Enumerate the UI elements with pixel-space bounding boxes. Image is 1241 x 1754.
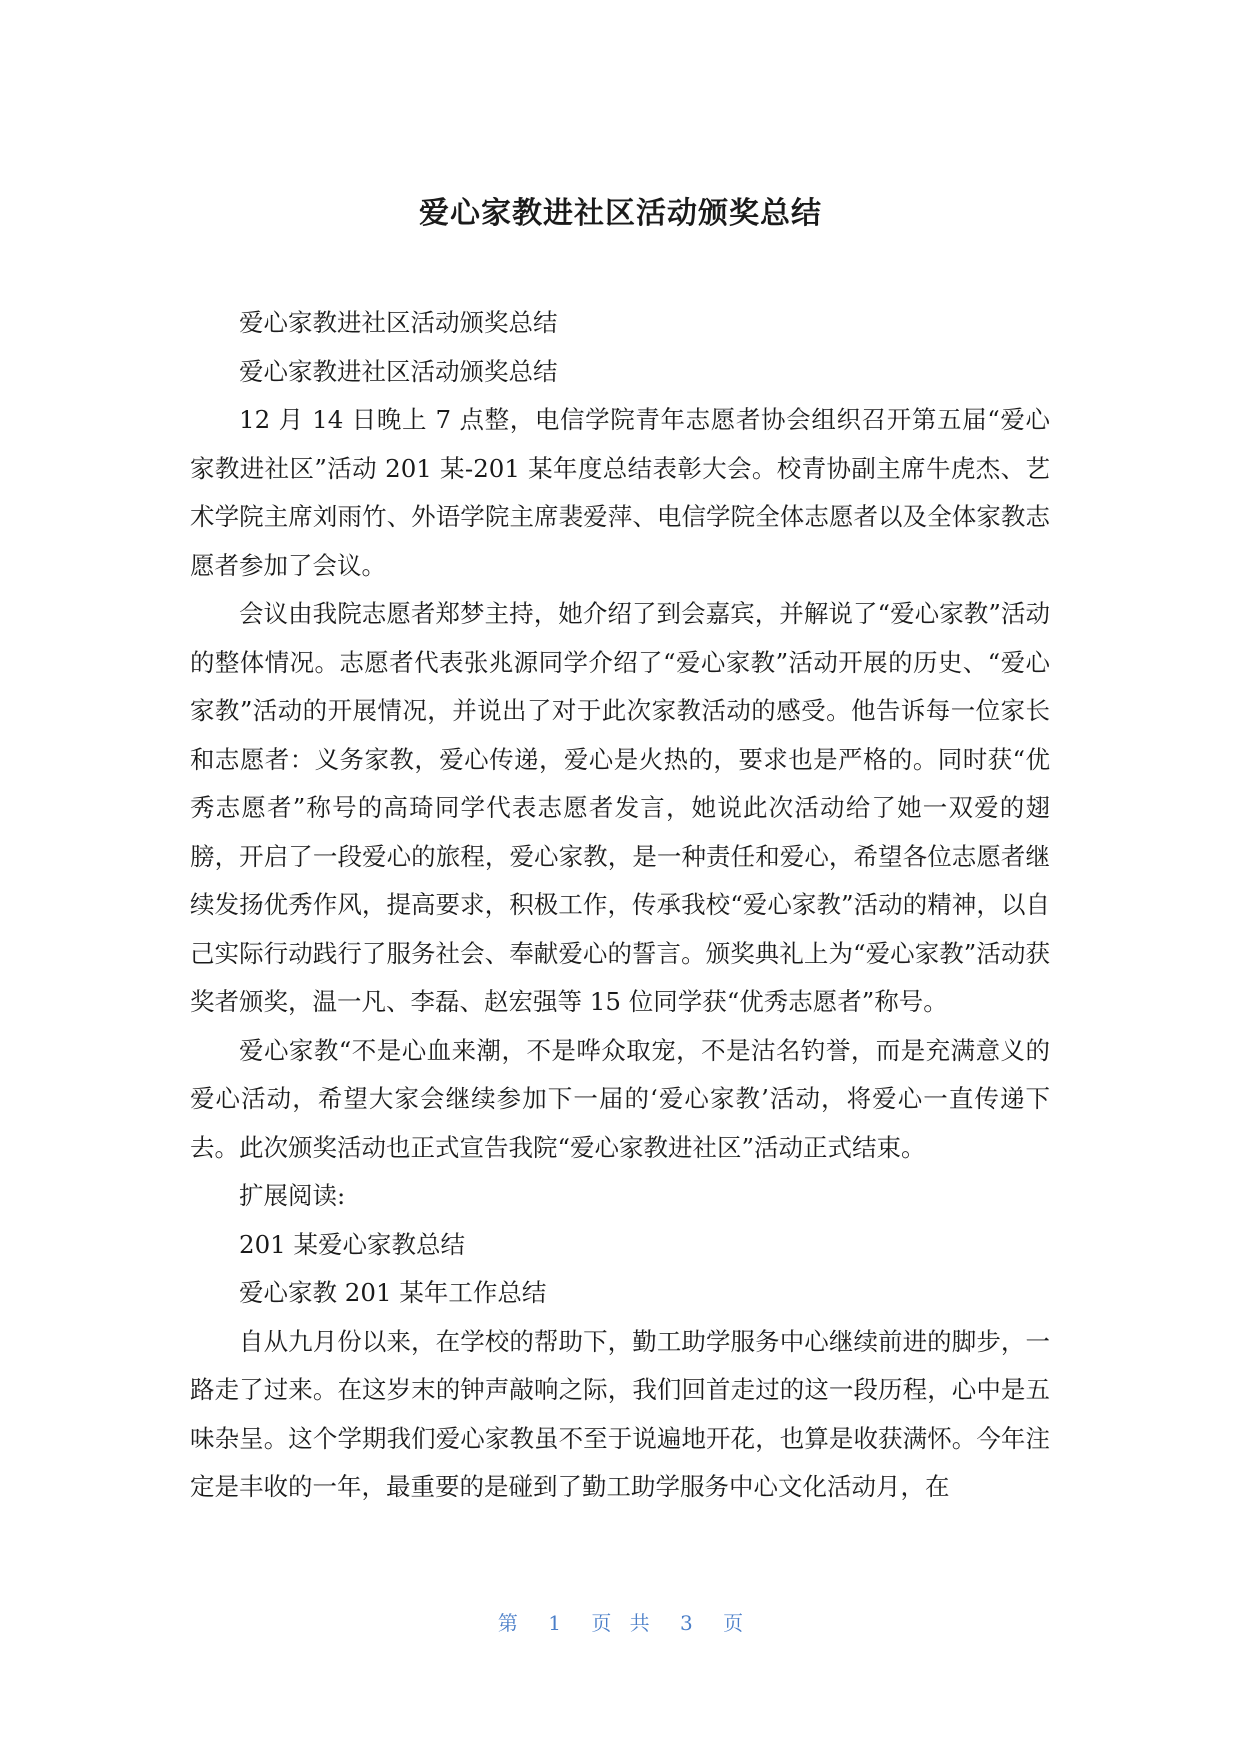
paragraph: 扩展阅读: — [239, 1181, 346, 1210]
paragraph: 12 月 14 日晚上 7 点整，电信学院青年志愿者协会组织召开第五届“爱心家教进社区”活动 201 某-201 某年度总结表彰大会。校青协副主席牛虎杰、艺术学院主席刘雨竹、外语学院主席裴爱萍、电信学院全体志愿者以及全体家教志愿者参加了会议。 — [190, 405, 1050, 580]
paragraph: 201 某爱心家教总结 — [239, 1229, 466, 1259]
footer-current-page: 1 — [548, 1611, 561, 1635]
footer-total-pages: 3 — [680, 1611, 693, 1635]
paragraph: 爱心家教“不是心血来潮，不是哗众取宠，不是沽名钓誉，而是充满意义的爱心活动，希望大家会继续参加下一届的‘爱心家教’活动，将爱心一直传递下去。此次颁奖活动也正式宣告我院“爱心家教进社区”活动正式结束。 — [190, 1035, 1050, 1162]
paragraph: 爱心家教进社区活动颁奖总结 — [239, 308, 558, 337]
paragraph: 会议由我院志愿者郑梦主持，她介绍了到会嘉宾，并解说了“爱心家教”活动的整体情况。志愿者代表张兆源同学介绍了“爱心家教”活动开展的历史、“爱心家教”活动的开展情况，并说出了对于此次家教活动的感受。他告诉每一位家长和志愿者：义务家教，爱心传递，爱心是火热的，要求也是严格的。同时获“优秀志愿者”称号的高琦同学代表志愿者发言，她说此次活动给了她一双爱的翅膀，开启了一段爱心的旅程，爱心家教，是一种责任和爱心，希望各位志愿者继续发扬优秀作风，提高要求，积极工作，传承我校“爱心家教”活动的精神，以自己实际行动践行了服务社会、奉献爱心的誓言。颁奖典礼上为“爱心家教”活动获奖者颁奖，温一凡、李磊、赵宏强等 15 位同学获“优秀志愿者”称号。 — [190, 599, 1050, 1016]
paragraph: 爱心家教 201 某年工作总结 — [239, 1278, 547, 1307]
footer-label-of: 页 共 — [591, 1611, 650, 1635]
footer-label-page: 第 — [497, 1611, 518, 1635]
document-title: 爱心家教进社区活动颁奖总结 — [419, 196, 822, 231]
paragraph: 自从九月份以来，在学校的帮助下，勤工助学服务中心继续前进的脚步，一路走了过来。在这岁末的钟声敲响之际，我们回首走过的这一段历程，心中是五味杂呈。这个学期我们爱心家教虽不至于说遍地开花，也算是收获满怀。今年注定是丰收的一年，最重要的是碰到了勤工助学服务中心文化活动月，在 — [190, 1326, 1050, 1501]
footer-label-pages: 页 — [723, 1611, 744, 1635]
page-footer — [0, 1607, 1241, 1636]
paragraph: 爱心家教进社区活动颁奖总结 — [239, 356, 558, 386]
document-body — [190, 299, 1050, 1512]
